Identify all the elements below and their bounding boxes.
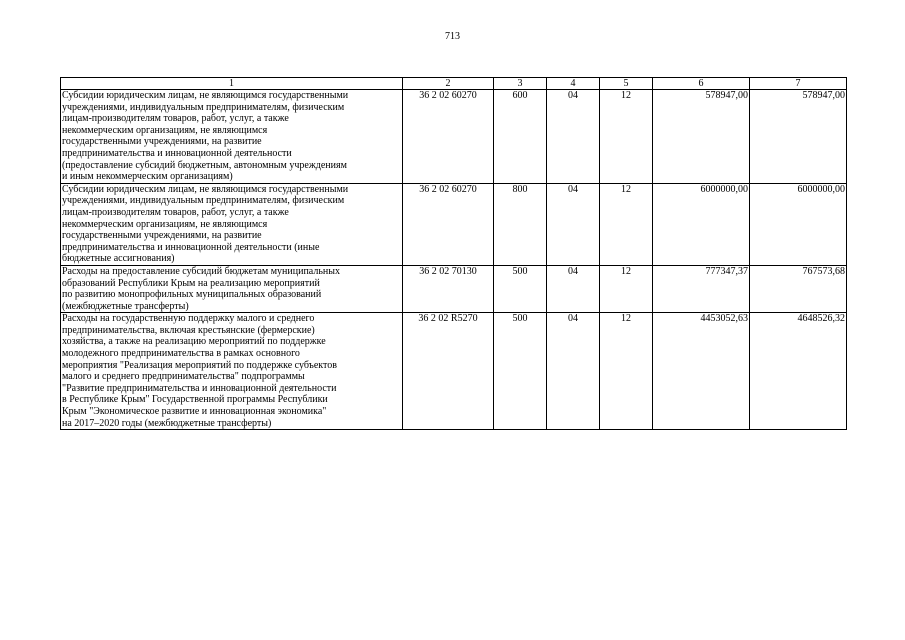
- target-code: 36 2 02 60270: [403, 183, 494, 265]
- expense-name: Субсидии юридическим лицам, не являющимся государственными учреждениями, индивидуальным предпринимателям, физическим лицам-производителям товаров, работ, услуг, а также некоммерческим организациям, не являющимся государственными учреждениями, на развитие предпринимательства и инновационной деятельности (предоставление субсидий бюджетным, автономным учреждениям и иным некоммерческим организациям): [61, 90, 403, 184]
- expense-type: 600: [494, 90, 547, 184]
- subsection: 12: [600, 313, 653, 430]
- amount-col-7: 578947,00: [750, 90, 847, 184]
- expense-name: Расходы на предоставление субсидий бюджетам муниципальных образований Республики Крым на реализацию мероприятий по развитию монопрофильных муниципальных образований (межбюджетные трансферты): [61, 265, 403, 312]
- target-code: 36 2 02 R5270: [403, 313, 494, 430]
- section: 04: [547, 90, 600, 184]
- column-header: 3: [494, 78, 547, 90]
- table-row: [61, 183, 847, 265]
- target-code: 36 2 02 70130: [403, 265, 494, 312]
- amount-col-6: 4453052,63: [653, 313, 750, 430]
- subsection: 12: [600, 265, 653, 312]
- column-header: 2: [403, 78, 494, 90]
- expense-name: Расходы на государственную поддержку малого и среднего предпринимательства, включая крестьянские (фермерские) хозяйства, а также на реализацию мероприятий по поддержке молодежного предпринимательства в рамках основного мероприятия "Реализация мероприятий по поддержке субъектов малого и среднего предпринимательства" подпрограммы "Развитие предпринимательства и инновационной деятельности в Республике Крым" Государственной программы Республики Крым "Экономическое развитие и инновационная экономика" на 2017–2020 годы (межбюджетные трансферты): [61, 313, 403, 430]
- amount-col-7: 767573,68: [750, 265, 847, 312]
- amount-col-6: 777347,37: [653, 265, 750, 312]
- column-header: 6: [653, 78, 750, 90]
- budget-table: [60, 77, 847, 430]
- table-row: [61, 265, 847, 312]
- column-header: 5: [600, 78, 653, 90]
- column-header: 4: [547, 78, 600, 90]
- amount-col-7: 6000000,00: [750, 183, 847, 265]
- header-row: [61, 78, 847, 90]
- section: 04: [547, 313, 600, 430]
- expense-name: Субсидии юридическим лицам, не являющимся государственными учреждениями, индивидуальным предпринимателям, физическим лицам-производителям товаров, работ, услуг, а также некоммерческим организациям, не являющимся государственными учреждениями, на развитие предпринимательства и инновационной деятельности (иные бюджетные ассигнования): [61, 183, 403, 265]
- amount-col-6: 578947,00: [653, 90, 750, 184]
- column-header: 7: [750, 78, 847, 90]
- target-code: 36 2 02 60270: [403, 90, 494, 184]
- amount-col-7: 4648526,32: [750, 313, 847, 430]
- subsection: 12: [600, 183, 653, 265]
- section: 04: [547, 265, 600, 312]
- expense-type: 800: [494, 183, 547, 265]
- section: 04: [547, 183, 600, 265]
- table-row: [61, 90, 847, 184]
- expense-type: 500: [494, 313, 547, 430]
- amount-col-6: 6000000,00: [653, 183, 750, 265]
- subsection: 12: [600, 90, 653, 184]
- table-row: [61, 313, 847, 430]
- expense-type: 500: [494, 265, 547, 312]
- column-header: 1: [61, 78, 403, 90]
- page-number: 713: [445, 31, 460, 42]
